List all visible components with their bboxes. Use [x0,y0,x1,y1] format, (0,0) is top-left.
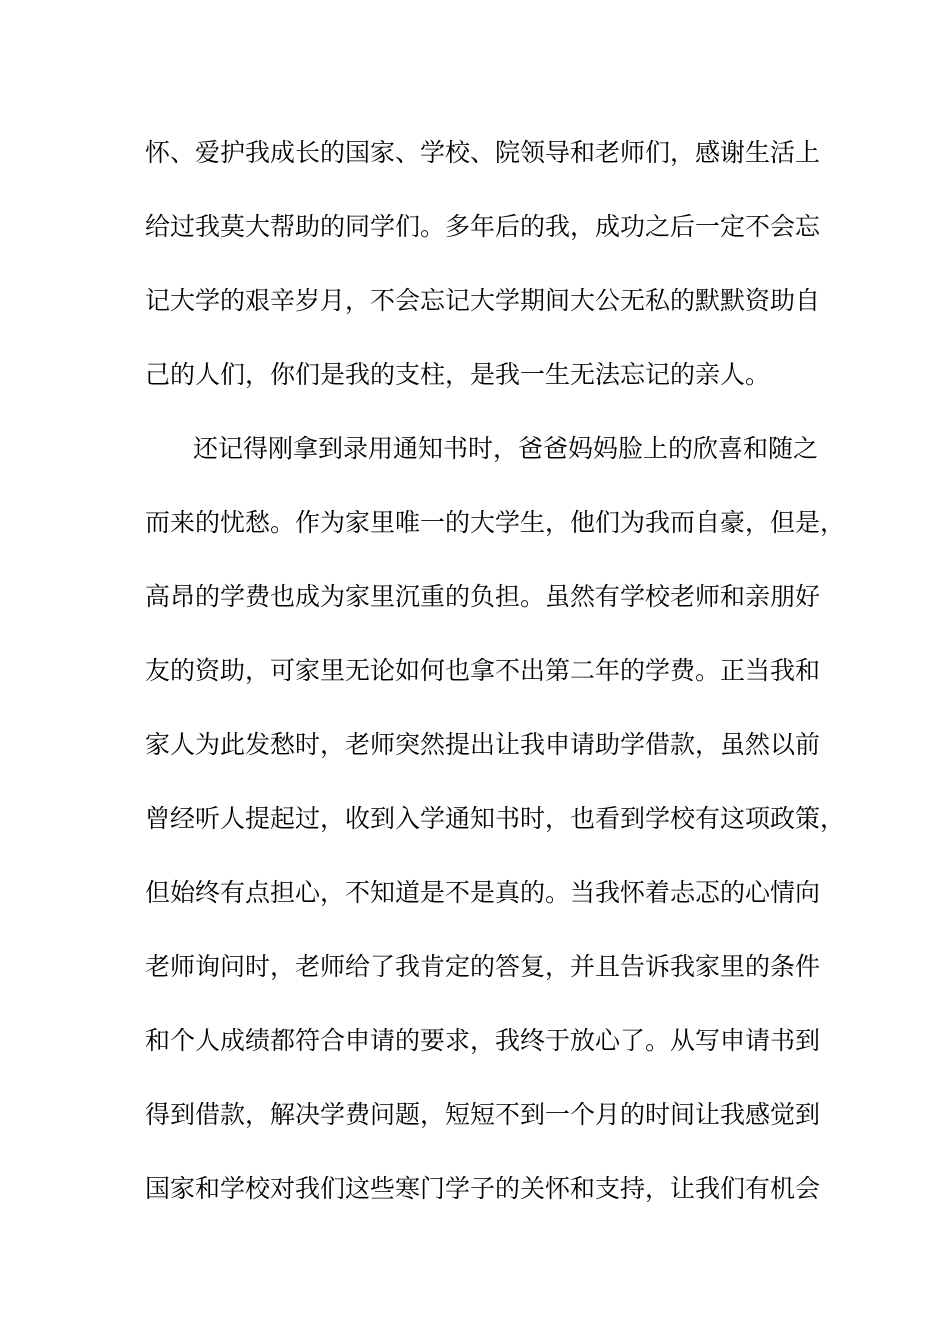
text-line: 友的资助，可家里无论如何也拿不出第二年的学费。正当我和 [145,656,821,685]
text-line: 老师询问时，老师给了我肯定的答复，并且告诉我家里的条件 [145,952,821,981]
text-line: 高昂的学费也成为家里沉重的负担。虽然有学校老师和亲朋好 [145,582,821,611]
text-line: 家人为此发愁时，老师突然提出让我申请助学借款，虽然以前 [145,730,821,759]
text-line: 己的人们，你们是我的支柱，是我一生无法忘记的亲人。 [145,360,771,389]
document-body [145,128,846,1238]
text-line: 曾经听人提起过，收到入学通知书时，也看到学校有这项政策， [145,804,846,833]
text-line: 和个人成绩都符合申请的要求，我终于放心了。从写申请书到 [145,1026,821,1055]
text-line: 而来的忧愁。作为家里唯一的大学生，他们为我而自豪，但是， [145,508,846,537]
text-line: 记大学的艰辛岁月，不会忘记大学期间大公无私的默默资助自 [145,286,821,315]
paragraph-first-line: 还记得刚拿到录用通知书时，爸爸妈妈脸上的欣喜和随之 [193,434,819,463]
text-line: 但始终有点担心，不知道是不是真的。当我怀着忐忑的心情向 [145,878,821,907]
text-line: 得到借款，解决学费问题，短短不到一个月的时间让我感觉到 [145,1100,821,1129]
text-line: 国家和学校对我们这些寒门学子的关怀和支持，让我们有机会 [145,1174,821,1203]
text-line: 怀、爱护我成长的国家、学校、院领导和老师们，感谢生活上 [145,138,821,167]
text-line: 给过我莫大帮助的同学们。多年后的我，成功之后一定不会忘 [145,212,821,241]
